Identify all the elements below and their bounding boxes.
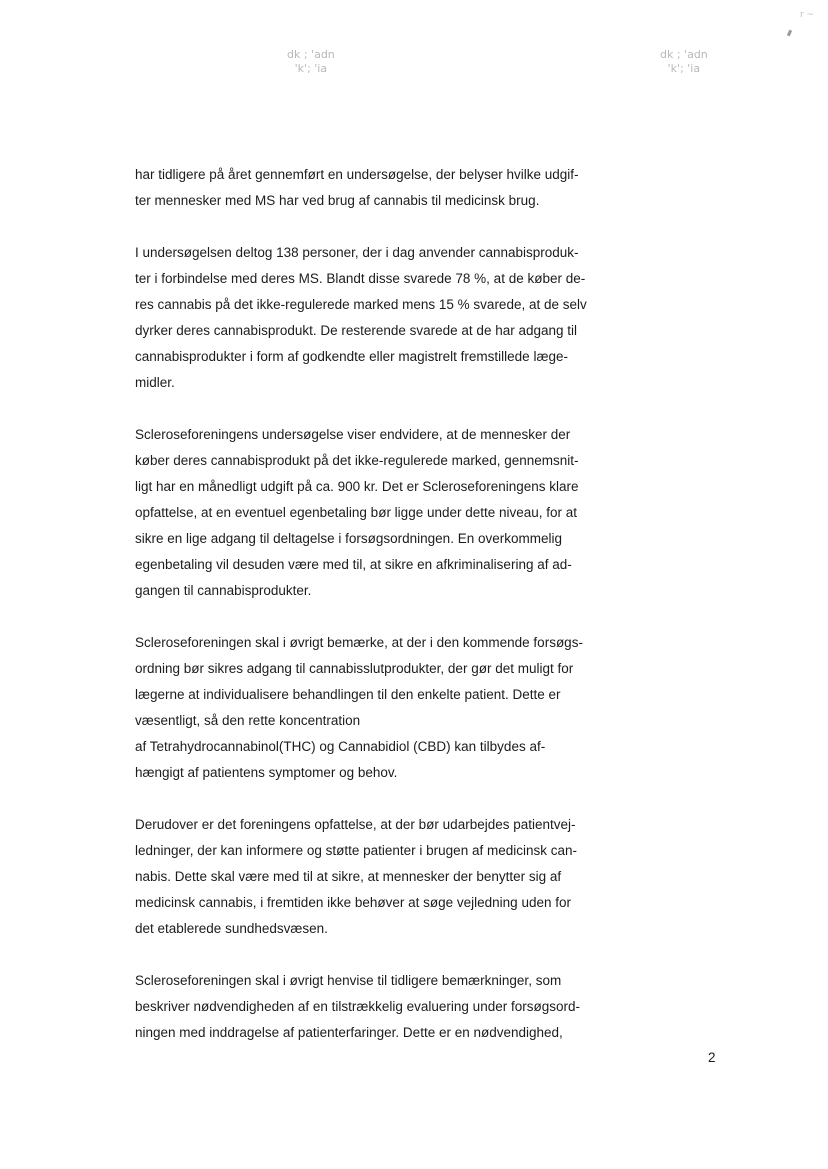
body-text bbox=[135, 162, 635, 1072]
paragraph-5: Derudover er det foreningens opfattelse, at der bør udarbejdes patientvej- ledninger, der kan informere og støtte patienter i brugen af medicinsk can- nabis. Dette skal være med til at sikre, at mennesker der benytter sig af medicinsk cannabis, i fremtiden ikke behøver at søge vejledning uden for det etablerede sundhedsvæsen. bbox=[135, 817, 577, 936]
corner-mark: r ~ bbox=[800, 10, 815, 20]
paragraph-4: Scleroseforeningen skal i øvrigt bemærke, at der i den kommende forsøgs- ordning bør sikres adgang til cannabisslutprodukter, der gør det muligt for lægerne at individualisere behandlingen til den enkelte patient. Dette er væsentligt, så den rette koncentration af Tetrahydrocannabinol(THC) og Cannabidiol (CBD) kan tilbydes af- hængigt af patientens symptomer og behov. bbox=[135, 635, 583, 780]
paragraph-3: Scleroseforeningens undersøgelse viser endvidere, at de mennesker der køber deres cannabisprodukt på det ikke-regulerede marked, gennemsnit- ligt har en månedligt udgift på ca. 900 kr. Det er Scleroseforeningens klare opfattelse, at en eventuel egenbetaling bør ligge under dette niveau, for at sikre en lige adgang til deltagelse i forsøgsordningen. En overkommelig egenbetaling vil desuden være med til, at sikre en afkriminalisering af ad- gangen til cannabisprodukter. bbox=[135, 427, 579, 598]
paragraph-1: har tidligere på året gennemført en undersøgelse, der belyser hvilke udgif- ter mennesker med MS har ved brug af cannabis til medicinsk brug. bbox=[135, 167, 579, 208]
paragraph-6: Scleroseforeningen skal i øvrigt henvise til tidligere bemærkninger, som beskriver nødvendigheden af en tilstrækkelig evaluering under forsøgsord- ningen med inddragelse af patienterfaringer. Dette er en nødvendighed, bbox=[135, 973, 580, 1040]
corner-tick-mark bbox=[787, 30, 792, 37]
header-mark-left: dk ; 'adn 'k'; 'ia bbox=[287, 48, 335, 75]
header-mark-right: dk ; 'adn 'k'; 'ia bbox=[660, 48, 708, 75]
paragraph-2: I undersøgelsen deltog 138 personer, der i dag anvender cannabisproduk- ter i forbindelse med deres MS. Blandt disse svarede 78 %, at de køber de- res cannabis på det ikke-regulerede marked mens 15 % svarede, at de selv dyrker deres cannabisprodukt. De resterende svarede at de har adgang til cannabisprodukter i form af godkendte eller magistrelt fremstillede læge- midler. bbox=[135, 245, 587, 390]
page-number: 2 bbox=[708, 1050, 716, 1065]
